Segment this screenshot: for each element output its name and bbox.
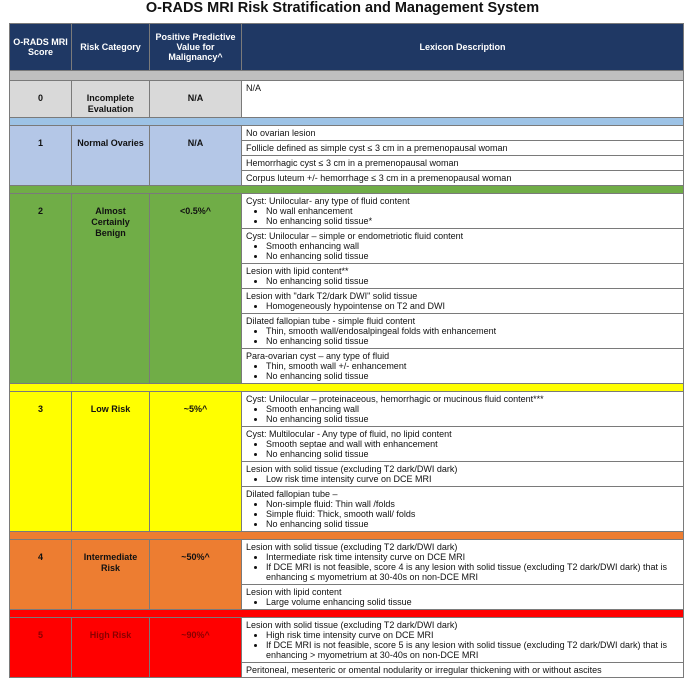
ppv-cell: ~50%^ xyxy=(150,540,242,610)
lexicon-bullet: • Smooth septae and wall with enhancement xyxy=(266,439,679,449)
lexicon-heading: Cyst: Unilocular – simple or endometriotic fluid content xyxy=(246,231,464,241)
lexicon-bullet: • High risk time intensity curve on DCE MRI xyxy=(266,630,679,640)
score-cell: 4 xyxy=(10,540,72,610)
color-band-2 xyxy=(10,186,684,194)
lexicon-bullets xyxy=(246,276,679,286)
lexicon-cell: N/A xyxy=(242,81,684,118)
lexicon-cell: Follicle defined as simple cyst ≤ 3 cm in a premenopausal woman xyxy=(242,141,684,156)
lexicon-bullets xyxy=(246,361,679,381)
lexicon-heading: Cyst: Multilocular - Any type of fluid, no lipid content xyxy=(246,429,452,439)
color-band-1 xyxy=(10,118,684,126)
score-cell: 1 xyxy=(10,126,72,186)
score-cell: 3 xyxy=(10,392,72,532)
lexicon-bullet: • No enhancing solid tissue* xyxy=(266,216,679,226)
lexicon-bullet: • No enhancing solid tissue xyxy=(266,371,679,381)
table-row xyxy=(10,540,684,585)
lexicon-heading: Lesion with "dark T2/dark DWI" solid tissue xyxy=(246,291,418,301)
lexicon-cell: Corpus luteum +/- hemorrhage ≤ 3 cm in a premenopausal woman xyxy=(242,171,684,186)
lexicon-bullet: • No enhancing solid tissue xyxy=(266,336,679,346)
risk-category-cell: Intermediate Risk xyxy=(72,540,150,610)
lexicon-bullet: • Simple fluid: Thick, smooth wall/ folds xyxy=(266,509,679,519)
lexicon-cell xyxy=(242,392,684,427)
lexicon-cell xyxy=(242,585,684,610)
lexicon-bullet: • Thin, smooth wall +/- enhancement xyxy=(266,361,679,371)
lexicon-heading: Cyst: Unilocular – proteinaceous, hemorrhagic or mucinous fluid content*** xyxy=(246,394,544,404)
lexicon-bullets xyxy=(246,241,679,261)
lexicon-bullet: • Smooth enhancing wall xyxy=(266,404,679,414)
lexicon-bullet: • Smooth enhancing wall xyxy=(266,241,679,251)
lexicon-heading: Lesion with lipid content xyxy=(246,587,342,597)
lexicon-cell xyxy=(242,349,684,384)
lexicon-bullets xyxy=(246,474,679,484)
lexicon-cell xyxy=(242,427,684,462)
header-risk-category: Risk Category xyxy=(72,24,150,71)
lexicon-bullets xyxy=(246,552,679,582)
table-row xyxy=(10,194,684,229)
ppv-cell: ~90%^ xyxy=(150,618,242,678)
lexicon-bullets xyxy=(246,301,679,311)
lexicon-bullet: • Low risk time intensity curve on DCE MRI xyxy=(266,474,679,484)
lexicon-cell xyxy=(242,487,684,532)
lexicon-bullet: • No enhancing solid tissue xyxy=(266,251,679,261)
lexicon-bullet: • No enhancing solid tissue xyxy=(266,519,679,529)
lexicon-heading: Dilated fallopian tube - simple fluid content xyxy=(246,316,416,326)
lexicon-heading: Peritoneal, mesenteric or omental nodularity or irregular thickening with or without ascites xyxy=(246,665,602,675)
orads-table xyxy=(9,23,684,678)
lexicon-bullet: • If DCE MRI is not feasible, score 4 is any lesion with solid tissue (excluding T2 dark/DWI dark) that is enhancing ≤ myometrium at 30-40s on non-DCE MRI xyxy=(266,562,679,582)
ppv-cell: <0.5%^ xyxy=(150,194,242,384)
lexicon-cell xyxy=(242,540,684,585)
table-row xyxy=(10,126,684,141)
lexicon-bullet: • If DCE MRI is not feasible, score 5 is any lesion with solid tissue (excluding T2 dark/DWI dark) that is enhancing > myometrium at 30-40s on non-DCE MRI xyxy=(266,640,679,660)
color-band-0 xyxy=(10,71,684,81)
lexicon-bullet: • Thin, smooth wall/endosalpingeal folds with enhancement xyxy=(266,326,679,336)
color-band-4 xyxy=(10,532,684,540)
ppv-cell: N/A xyxy=(150,126,242,186)
risk-category-cell: High Risk xyxy=(72,618,150,678)
lexicon-bullets xyxy=(246,597,679,607)
ppv-cell: N/A xyxy=(150,81,242,118)
lexicon-bullet: • No enhancing solid tissue xyxy=(266,449,679,459)
lexicon-bullets xyxy=(246,404,679,424)
lexicon-cell xyxy=(242,462,684,487)
lexicon-cell xyxy=(242,194,684,229)
risk-category-cell: Normal Ovaries xyxy=(72,126,150,186)
document-title: O-RADS MRI Risk Stratification and Management System xyxy=(145,0,540,16)
lexicon-bullet: • Intermediate risk time intensity curve on DCE MRI xyxy=(266,552,679,562)
table-row xyxy=(10,392,684,427)
lexicon-cell xyxy=(242,314,684,349)
lexicon-bullets xyxy=(246,499,679,529)
lexicon-bullet: • Homogeneously hypointense on T2 and DWI xyxy=(266,301,679,311)
lexicon-bullets xyxy=(246,326,679,346)
header-lexicon: Lexicon Description xyxy=(242,24,684,71)
lexicon-bullets xyxy=(246,206,679,226)
lexicon-bullets xyxy=(246,439,679,459)
lexicon-bullet: • No enhancing solid tissue xyxy=(266,276,679,286)
lexicon-cell: Hemorrhagic cyst ≤ 3 cm in a premenopausal woman xyxy=(242,156,684,171)
lexicon-cell: No ovarian lesion xyxy=(242,126,684,141)
risk-category-cell: Low Risk xyxy=(72,392,150,532)
lexicon-heading: Lesion with solid tissue (excluding T2 dark/DWI dark) xyxy=(246,542,458,552)
risk-category-cell: Incomplete Evaluation xyxy=(72,81,150,118)
lexicon-cell xyxy=(242,663,684,678)
header-score: O-RADS MRI Score xyxy=(10,24,72,71)
lexicon-cell xyxy=(242,618,684,663)
score-cell: 2 xyxy=(10,194,72,384)
lexicon-heading: Dilated fallopian tube – xyxy=(246,489,338,499)
score-cell: 0 xyxy=(10,81,72,118)
table-row xyxy=(10,618,684,663)
lexicon-bullet: • Large volume enhancing solid tissue xyxy=(266,597,679,607)
lexicon-cell xyxy=(242,264,684,289)
color-band-3 xyxy=(10,384,684,392)
lexicon-heading: Cyst: Unilocular- any type of fluid content xyxy=(246,196,410,206)
lexicon-heading: Lesion with solid tissue (excluding T2 dark/DWI dark) xyxy=(246,620,458,630)
ppv-cell: ~5%^ xyxy=(150,392,242,532)
lexicon-heading: Para-ovarian cyst – any type of fluid xyxy=(246,351,390,361)
header-row xyxy=(10,24,684,71)
table-row xyxy=(10,81,684,118)
lexicon-bullet: • No enhancing solid tissue xyxy=(266,414,679,424)
lexicon-cell xyxy=(242,289,684,314)
lexicon-heading: Lesion with lipid content** xyxy=(246,266,349,276)
risk-category-cell: Almost Certainly Benign xyxy=(72,194,150,384)
color-band-5 xyxy=(10,610,684,618)
lexicon-bullet: • No wall enhancement xyxy=(266,206,679,216)
score-cell: 5 xyxy=(10,618,72,678)
lexicon-heading: Lesion with solid tissue (excluding T2 dark/DWI dark) xyxy=(246,464,458,474)
lexicon-bullets xyxy=(246,630,679,660)
lexicon-bullet: • Non-simple fluid: Thin wall /folds xyxy=(266,499,679,509)
header-ppv: Positive Predictive Value for Malignancy^ xyxy=(150,24,242,71)
lexicon-cell xyxy=(242,229,684,264)
